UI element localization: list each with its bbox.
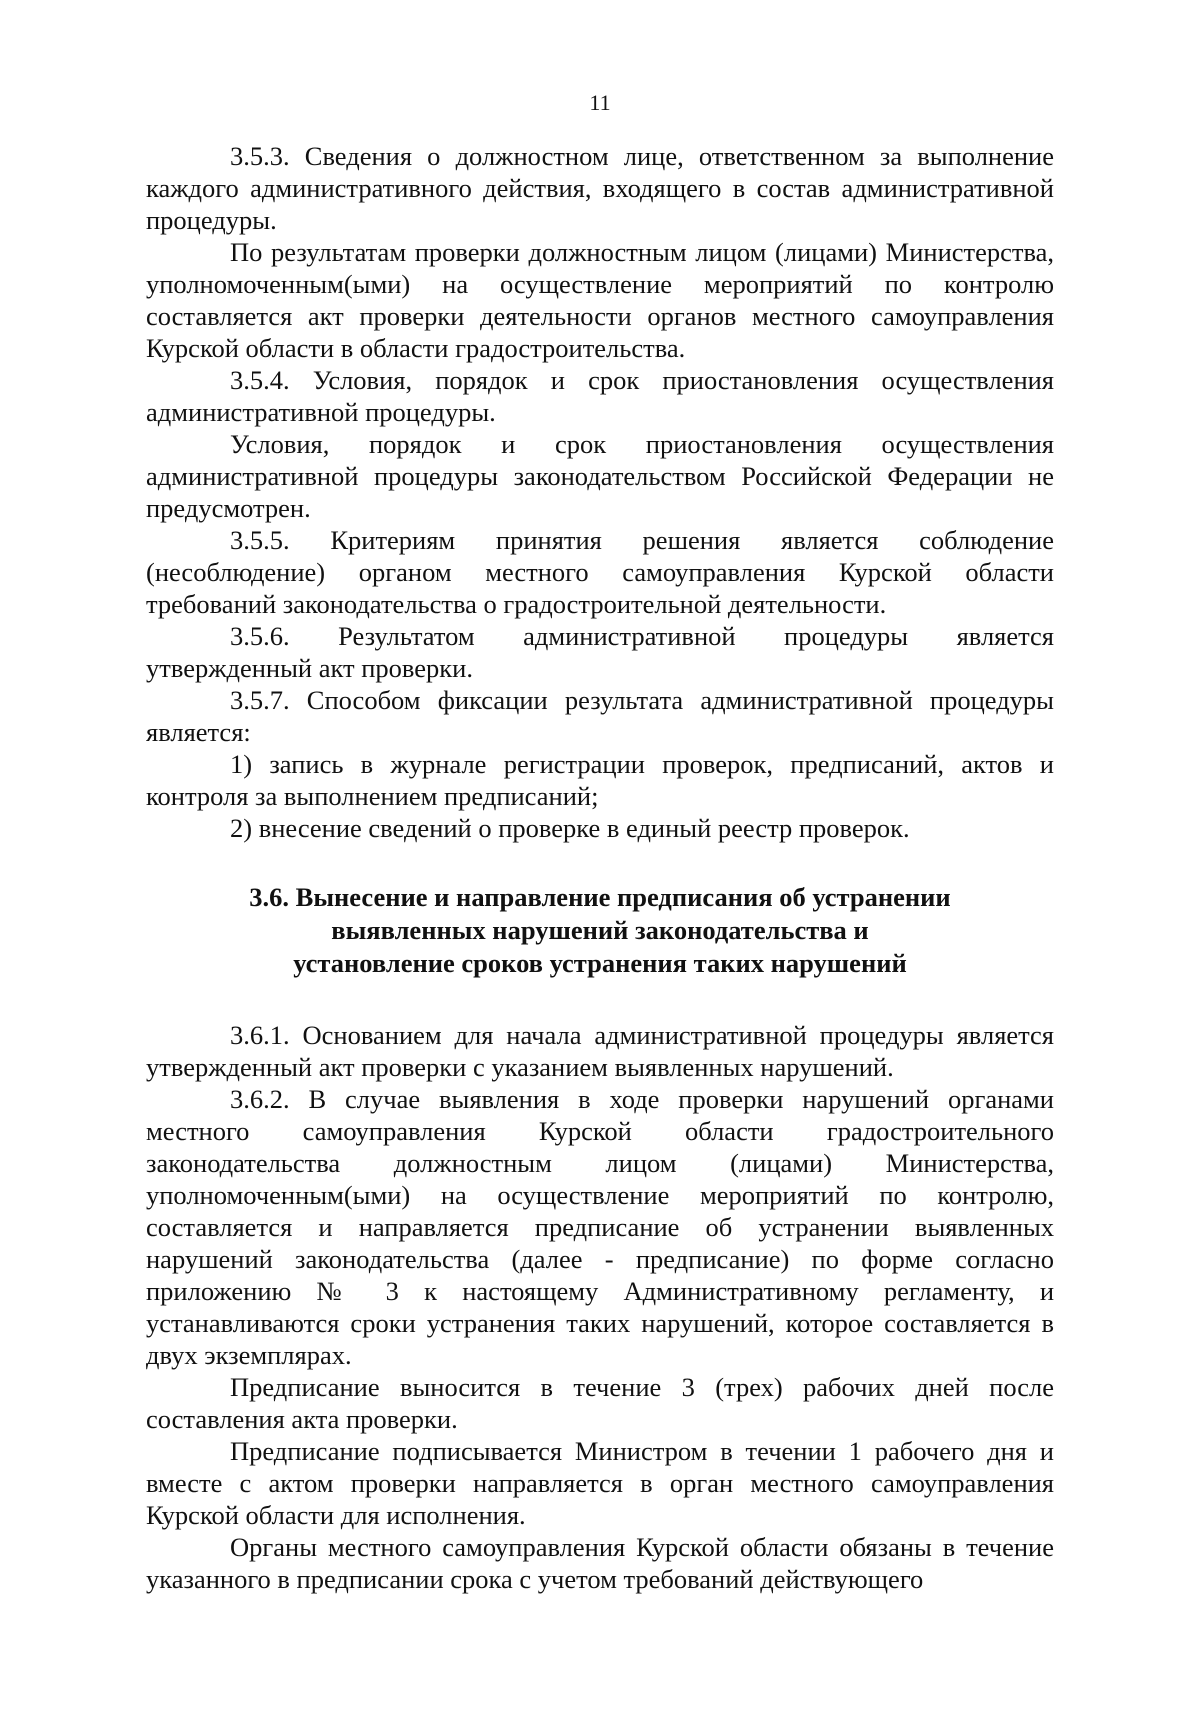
paragraph-suspension-conditions: Условия, порядок и срок приостановления осуществления административной процедуры законодательством Российской Федерации не предусмотрен. [146, 429, 1054, 523]
section-heading-line-1: 3.6. Вынесение и направление предписания об устранении [249, 882, 951, 912]
section-heading-3-6 [146, 881, 1054, 980]
section-heading-line-3: установление сроков устранения таких нарушений [293, 948, 907, 978]
paragraph-3-5-4: 3.5.4. Условия, порядок и срок приостановления осуществления административной процедуры. [146, 365, 1054, 427]
document-body [146, 140, 1054, 1595]
paragraph-3-6-2: 3.6.2. В случае выявления в ходе проверки нарушений органами местного самоуправления Курской области градостроительного законодательства должностным лицом (лицами) Министерства, уполномоченным(ыми) на осуществление мероприятий по контролю, составляется и направляется предписание об устранении выявленных нарушений законодательства (далее - предписание) по форме согласно приложению № 3 к настоящему Административному регламенту, и устанавливаются сроки устранения таких нарушений, которое составляется в двух экземплярах. [146, 1084, 1054, 1370]
paragraph-3-6-1: 3.6.1. Основанием для начала административной процедуры является утвержденный акт проверки с указанием выявленных нарушений. [146, 1020, 1054, 1082]
paragraph-signing: Предписание подписывается Министром в течении 1 рабочего дня и вместе с актом проверки направляется в орган местного самоуправления Курской области для исполнения. [146, 1436, 1054, 1530]
list-item-2: 2) внесение сведений о проверке в единый реестр проверок. [230, 813, 910, 843]
list-item-1: 1) запись в журнале регистрации проверок, предписаний, актов и контроля за выполнением предписаний; [146, 749, 1054, 811]
paragraph-obligations: Органы местного самоуправления Курской области обязаны в течение указанного в предписании срока с учетом требований действующего [146, 1532, 1054, 1594]
paragraph-3-5-7: 3.5.7. Способом фиксации результата административной процедуры является: [146, 685, 1054, 747]
section-heading-line-2: выявленных нарушений законодательства и [331, 915, 869, 945]
paragraph-3-5-3: 3.5.3. Сведения о должностном лице, ответственном за выполнение каждого административного действия, входящего в состав административной процедуры. [146, 141, 1054, 235]
page-number: 11 [589, 90, 611, 115]
paragraph-issuance-deadline: Предписание выносится в течение 3 (трех) рабочих дней после составления акта проверки. [146, 1372, 1054, 1434]
paragraph-3-5-6: 3.5.6. Результатом административной процедуры является утвержденный акт проверки. [146, 621, 1054, 683]
paragraph-3-5-5: 3.5.5. Критериям принятия решения является соблюдение (несоблюдение) органом местного самоуправления Курской области требований законодательства о градостроительной деятельности. [146, 525, 1054, 619]
paragraph-inspection-act: По результатам проверки должностным лицом (лицами) Министерства, уполномоченным(ыми) на осуществление мероприятий по контролю составляется акт проверки деятельности органов местного самоуправления Курской области в области градостроительства. [146, 237, 1054, 363]
